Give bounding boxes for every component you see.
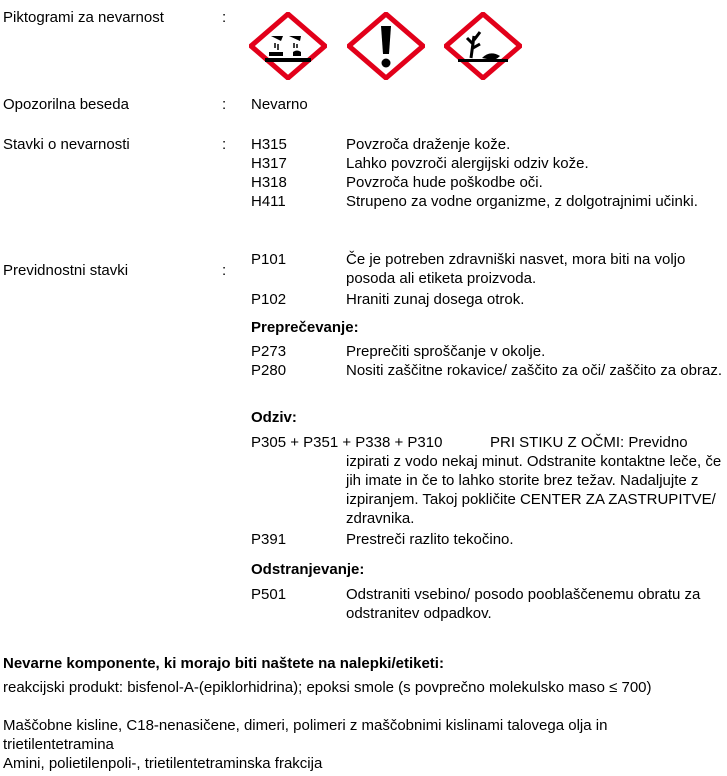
precaution-code: P305 + P351 + P338 + P310 [251, 434, 443, 451]
precaution-code: P273 [251, 343, 287, 360]
colon: : [222, 262, 227, 279]
component-item: reakcijski produkt: bisfenol-A-(epiklorhidrina); epoksi smole (s povprečno molekulsko maso ≤ 700) [3, 679, 652, 696]
hazard-text: Strupeno za vodne organizme, z dolgotrajnimi učinki. [346, 193, 698, 210]
hazard-text: Lahko povzroči alergijski odziv kože. [346, 155, 589, 172]
hazard-code: H318 [251, 174, 287, 191]
precaution-label: Previdnostni stavki [3, 262, 129, 279]
precaution-code: P501 [251, 586, 287, 603]
precaution-text: Odstraniti vsebino/ posodo pooblaščenemu obratu za odstranitev odpadkov. [346, 586, 701, 622]
corrosion-icon [249, 12, 327, 80]
hazard-label: Stavki o nevarnosti [3, 136, 130, 153]
response-heading: Odziv: [251, 409, 297, 426]
colon: : [222, 136, 227, 153]
precaution-text: Hraniti zunaj dosega otrok. [346, 291, 525, 308]
precaution-text: izpirati z vodo nekaj minut. Odstranite kontaktne leče, če jih imate in če to lahko storite brez težav. Nadaljujte z izpiranjem. Takoj pokličite CENTER ZA ZASTRUPITVE/ zdravnika. [346, 453, 722, 527]
pictograms-label: Piktogrami za nevarnost [3, 9, 164, 26]
precaution-code: P102 [251, 291, 287, 308]
precaution-text: Preprečiti sproščanje v okolje. [346, 343, 546, 360]
precaution-text: PRI STIKU Z OČMI: Previdno [490, 434, 688, 451]
components-heading: Nevarne komponente, ki morajo biti naštete na nalepki/etiketi: [3, 655, 444, 672]
component-item: Maščobne kisline, C18-nenasičene, dimeri, polimeri z maščobnimi kislinami talovega olja in trietilentetramina [3, 717, 608, 753]
hazard-code: H317 [251, 155, 287, 172]
disposal-heading: Odstranjevanje: [251, 561, 365, 578]
precaution-code: P391 [251, 531, 287, 548]
hazard-text: Povzroča hude poškodbe oči. [346, 174, 543, 191]
precaution-text: Nositi zaščitne rokavice/ zaščito za oči/ zaščito za obraz. [346, 362, 722, 379]
hazard-text: Povzroča draženje kože. [346, 136, 511, 153]
signal-word-value: Nevarno [251, 96, 308, 113]
colon: : [222, 96, 227, 113]
component-item: Amini, polietilenpoli-, trietilentetraminska frakcija [3, 755, 323, 772]
signal-word-label: Opozorilna beseda [3, 96, 129, 113]
hazard-code: H411 [251, 193, 286, 210]
prevention-heading: Preprečevanje: [251, 319, 359, 336]
environment-icon [444, 12, 522, 80]
exclamation-icon [347, 12, 425, 80]
precaution-code: P101 [251, 251, 287, 268]
precaution-text: Če je potreben zdravniški nasvet, mora biti na voljo posoda ali etiketa proizvoda. [346, 251, 686, 287]
colon: : [222, 9, 227, 26]
precaution-code: P280 [251, 362, 287, 379]
hazard-code: H315 [251, 136, 287, 153]
precaution-text: Prestreči razlito tekočino. [346, 531, 514, 548]
